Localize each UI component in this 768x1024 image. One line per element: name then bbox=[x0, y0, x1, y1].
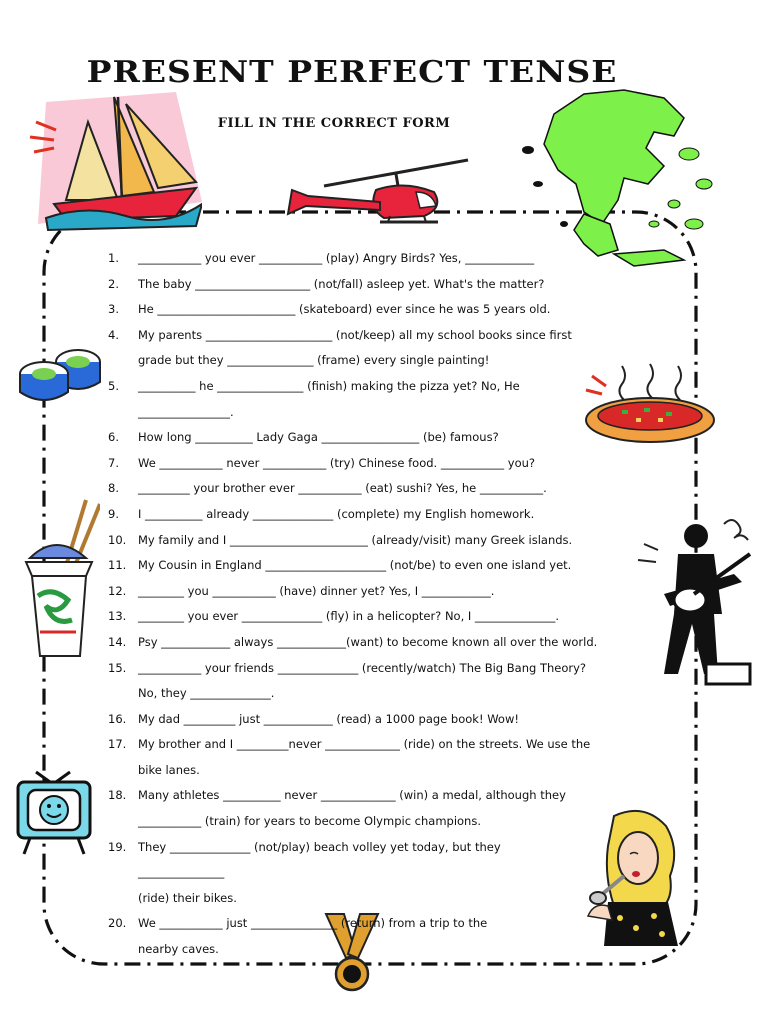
exercise-item-continuation bbox=[108, 758, 648, 784]
helicopter-icon bbox=[284, 156, 474, 242]
sushi-icon bbox=[14, 336, 106, 408]
exercise-item-continuation bbox=[108, 809, 648, 835]
exercise-text: _________ your brother ever ___________ (eat) sushi? Yes, he ___________. bbox=[138, 481, 547, 496]
sailboat-icon bbox=[26, 92, 202, 232]
exercise-item bbox=[108, 297, 648, 323]
exercise-text: ___________ (train) for years to become Olympic champions. bbox=[138, 814, 481, 829]
exercise-text: bike lanes. bbox=[138, 762, 200, 777]
tv-icon bbox=[14, 768, 94, 858]
exercise-number: 5. bbox=[108, 378, 119, 393]
exercise-text: (ride) their bikes. bbox=[138, 890, 237, 905]
exercise-number: 6. bbox=[108, 430, 119, 445]
exercise-item bbox=[108, 656, 648, 682]
exercise-number: 10. bbox=[108, 532, 127, 547]
exercise-number: 2. bbox=[108, 276, 119, 291]
exercise-text: We ___________ just _______________ (return) from a trip to the bbox=[138, 916, 488, 931]
exercise-number: 12. bbox=[108, 583, 127, 598]
exercise-item bbox=[108, 528, 648, 554]
exercise-text: nearby caves. bbox=[138, 942, 219, 957]
exercise-item bbox=[108, 323, 648, 349]
exercise-number: 8. bbox=[108, 481, 119, 496]
exercise-item bbox=[108, 451, 648, 477]
exercise-number: 14. bbox=[108, 634, 127, 649]
exercise-text: My dad _________ just ____________ (read) a 1000 page book! Wow! bbox=[138, 711, 519, 726]
exercise-item bbox=[108, 246, 648, 272]
exercise-item bbox=[108, 502, 648, 528]
exercise-item-continuation bbox=[108, 400, 648, 426]
exercise-text: I __________ already ______________ (complete) my English homework. bbox=[138, 506, 535, 521]
exercise-number: 15. bbox=[108, 660, 127, 675]
exercise-text: He ________________________ (skateboard) ever since he was 5 years old. bbox=[138, 302, 551, 317]
exercise-number: 3. bbox=[108, 302, 119, 317]
exercise-item bbox=[108, 425, 648, 451]
exercise-text: grade but they _______________ (frame) every single painting! bbox=[138, 353, 490, 368]
exercise-number: 20. bbox=[108, 916, 127, 931]
exercise-item bbox=[108, 579, 648, 605]
exercise-item bbox=[108, 476, 648, 502]
noodle-box-icon bbox=[16, 496, 100, 660]
exercise-text: My brother and I _________never _____________ (ride) on the streets. We use the bbox=[138, 737, 591, 752]
page-subtitle: FILL IN THE CORRECT FORM bbox=[217, 116, 451, 131]
exercise-text: ___________ your friends ______________ (recently/watch) The Big Bang Theory? bbox=[138, 660, 587, 675]
exercise-number: 18. bbox=[108, 788, 127, 803]
exercise-text: My parents ______________________ (not/keep) all my school books since first bbox=[138, 327, 572, 342]
exercise-text: We ___________ never ___________ (try) Chinese food. ___________ you? bbox=[138, 455, 536, 470]
exercise-text: __________ he _______________ (finish) making the pizza yet? No, He bbox=[138, 378, 520, 393]
exercise-item bbox=[108, 732, 648, 758]
exercise-item bbox=[108, 835, 648, 861]
greece-map-icon bbox=[514, 74, 724, 274]
exercise-number: 1. bbox=[108, 251, 119, 265]
exercise-text: ________ you ever ______________ (fly) in a helicopter? No, I ______________. bbox=[138, 609, 560, 624]
exercise-item bbox=[108, 604, 648, 630]
exercise-item bbox=[108, 707, 648, 733]
exercise-item-continuation bbox=[108, 860, 648, 886]
exercise-number: 16. bbox=[108, 711, 127, 726]
exercise-text: How long __________ Lady Gaga _________________ (be) famous? bbox=[138, 430, 499, 445]
exercise-item bbox=[108, 630, 648, 656]
exercise-number: 7. bbox=[108, 455, 119, 470]
exercise-item-continuation bbox=[108, 681, 648, 707]
exercise-number: 9. bbox=[108, 506, 119, 521]
exercise-item bbox=[108, 272, 648, 298]
exercise-text: My family and I ________________________ (already/visit) many Greek islands. bbox=[138, 532, 573, 547]
exercise-text: ___________ you ever ___________ (play) Angry Birds? Yes, ____________ bbox=[138, 251, 535, 265]
exercise-list bbox=[108, 246, 648, 963]
exercise-text: ________________. bbox=[138, 404, 234, 419]
exercise-item bbox=[108, 783, 648, 809]
exercise-text: _______________ bbox=[138, 865, 225, 880]
exercise-text: My Cousin in England _____________________ (not/be) to even one island yet. bbox=[138, 558, 572, 573]
exercise-item bbox=[108, 374, 648, 400]
exercise-item bbox=[108, 911, 648, 937]
exercise-text: Many athletes __________ never _____________ (win) a medal, although they bbox=[138, 788, 566, 803]
exercise-text: The baby ____________________ (not/fall) asleep yet. What's the matter? bbox=[138, 276, 545, 291]
exercise-text: They ______________ (not/play) beach volley yet today, but they bbox=[138, 839, 501, 854]
exercise-item-continuation bbox=[108, 937, 648, 963]
exercise-number: 11. bbox=[108, 558, 127, 573]
exercise-item-continuation bbox=[108, 348, 648, 374]
guitarist-icon bbox=[634, 514, 762, 690]
exercise-item bbox=[108, 553, 648, 579]
page-title: PRESENT PERFECT TENSE bbox=[86, 53, 618, 90]
exercise-text: Psy ____________ always ____________(want) to become known all over the world. bbox=[138, 634, 598, 649]
exercise-number: 13. bbox=[108, 609, 127, 624]
exercise-number: 19. bbox=[108, 839, 127, 854]
exercise-text: No, they ______________. bbox=[138, 686, 275, 701]
exercise-text: ________ you ___________ (have) dinner yet? Yes, I ____________. bbox=[138, 583, 495, 598]
exercise-item-continuation bbox=[108, 886, 648, 912]
exercise-number: 4. bbox=[108, 327, 119, 342]
exercise-number: 17. bbox=[108, 737, 127, 752]
